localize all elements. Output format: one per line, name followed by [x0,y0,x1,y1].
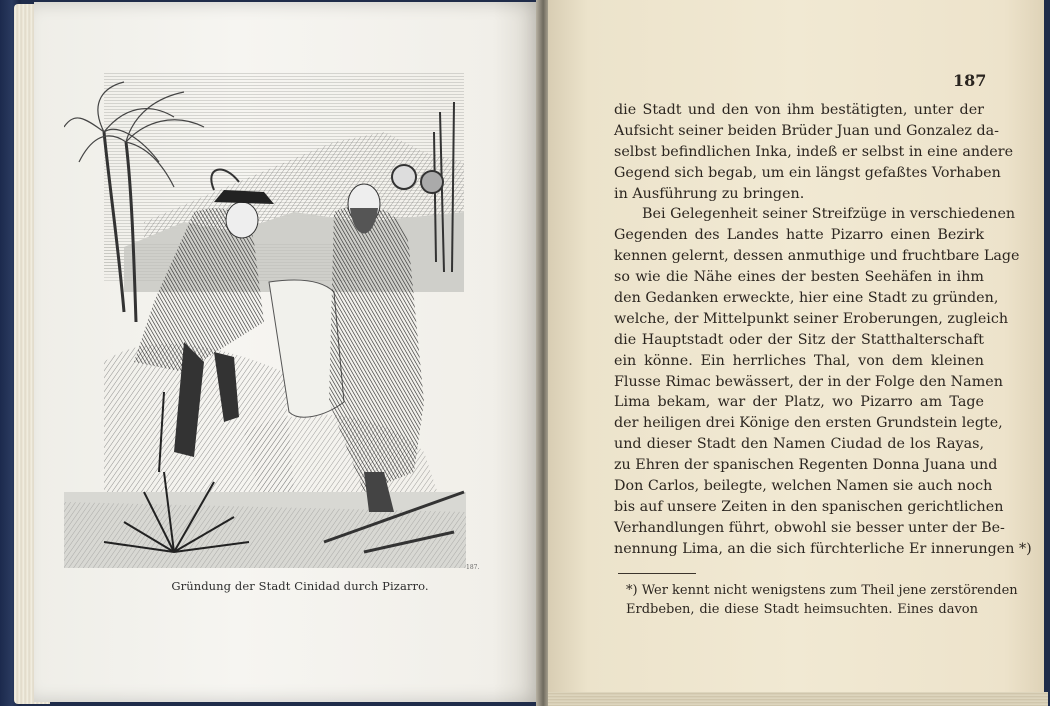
footnote-divider [618,573,696,574]
text-line: der heiligen drei Könige den ersten Grundstein legte, [614,415,1003,432]
text-line: Lima bekam, war der Platz, wo Pizarro am Tage [614,394,984,411]
text-line: Gegenden des Landes hatte Pizarro einen Bezirk [614,227,984,244]
footnote [626,581,1018,619]
page-number: 187 [953,71,987,90]
text-line: kennen gelernt, dessen anmuthige und fruchtbare Lage [614,248,1020,265]
text-line: und dieser Stadt den Namen Ciudad de los Rayas, [614,436,984,453]
text-line: Verhandlungen führt, obwohl sie besser unter der Be- [614,519,1005,536]
text-line: nennung Lima, an die sich fürchterliche Er innerungen *) [614,540,1032,557]
text-line: so wie die Nähe eines der besten Seehäfen in ihm [614,269,984,286]
text-line: in Ausführung zu bringen. [614,185,805,202]
text-line: die Hauptstadt oder der Sitz der Statthalterschaft [614,331,984,348]
illustration-caption: Gründung der Stadt Cinidad durch Pizarro. [171,579,429,593]
text-line: Gegend sich begab, um ein längst gefaßtes Vorhaben [614,164,1001,181]
page-edges-bottom [548,692,1048,706]
text-line: selbst befindlichen Inka, indeß er selbst in eine andere [614,143,1014,160]
text-line: Flusse Rimac bewässert, der in der Folge den Namen [614,373,1003,390]
text-line: welche, der Mittelpunkt seiner Eroberungen, zugleich [614,310,1009,327]
body-text [614,100,1032,560]
text-line: bis auf unsere Zeiten in den spanischen gerichtlichen [614,498,1004,515]
text-line: zu Ehren der spanischen Regenten Donna Juana und [614,457,998,474]
text-line: ein könne. Ein herrliches Thal, von dem kleinen [614,352,984,369]
text-line: die Stadt und den von ihm bestätigten, unter der [614,102,984,118]
engraving-illustration [64,72,466,568]
text-line: Bei Gelegenheit seiner Streifzüge in verschiedenen [642,206,1016,223]
text-line: den Gedanken erweckte, hier eine Stadt zu gründen, [614,290,999,307]
text-line: Aufsicht seiner beiden Brüder Juan und Gonzalez da- [614,122,999,139]
footnote-line: *) Wer kennt nicht wenigstens zum Theil jene zerstörenden [626,583,1018,598]
footnote-line: Erdbeben, die diese Stadt heimsuchten. Eines davon [626,602,978,617]
text-line: Don Carlos, beilegte, welchen Namen sie auch noch [614,478,993,495]
plate-number: 187. [466,564,480,571]
